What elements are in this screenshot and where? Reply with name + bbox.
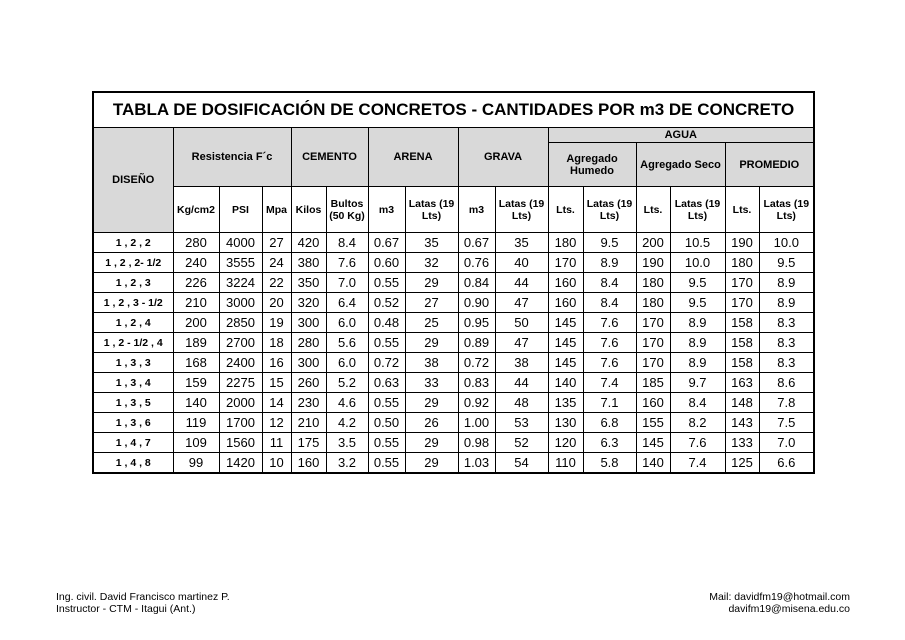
table-cell: 29 bbox=[405, 393, 458, 413]
table-cell: 20 bbox=[262, 293, 291, 313]
table-cell: 0.72 bbox=[458, 353, 495, 373]
table-cell: 44 bbox=[495, 273, 548, 293]
table-cell: 158 bbox=[725, 333, 759, 353]
table-cell: 9.5 bbox=[583, 233, 636, 253]
table-cell: 8.2 bbox=[670, 413, 725, 433]
design-cell: 1 , 2 - 1/2 , 4 bbox=[93, 333, 173, 353]
table-cell: 260 bbox=[291, 373, 326, 393]
unit-header-cell: Latas (19 Lts) bbox=[583, 187, 636, 233]
table-cell: 148 bbox=[725, 393, 759, 413]
table-cell: 1.00 bbox=[458, 413, 495, 433]
design-cell: 1 , 2 , 2 bbox=[93, 233, 173, 253]
table-cell: 143 bbox=[725, 413, 759, 433]
table-cell: 25 bbox=[405, 313, 458, 333]
design-cell: 1 , 2 , 4 bbox=[93, 313, 173, 333]
design-cell: 1 , 3 , 5 bbox=[93, 393, 173, 413]
table-cell: 170 bbox=[636, 353, 670, 373]
table-cell: 180 bbox=[725, 253, 759, 273]
table-row bbox=[93, 393, 814, 413]
table-cell: 2850 bbox=[219, 313, 262, 333]
table-cell: 2275 bbox=[219, 373, 262, 393]
table-cell: 8.4 bbox=[583, 273, 636, 293]
dosage-table bbox=[92, 91, 815, 474]
unit-header-cell: m3 bbox=[458, 187, 495, 233]
contact-mail: Mail: davidfm19@hotmail.com bbox=[709, 591, 850, 603]
table-cell: 7.6 bbox=[326, 253, 368, 273]
table-cell: 0.89 bbox=[458, 333, 495, 353]
table-cell: 0.55 bbox=[368, 333, 405, 353]
table-cell: 350 bbox=[291, 273, 326, 293]
table-cell: 110 bbox=[548, 453, 583, 474]
table-cell: 8.9 bbox=[670, 333, 725, 353]
table-cell: 190 bbox=[725, 233, 759, 253]
unit-header-cell: Mpa bbox=[262, 187, 291, 233]
table-cell: 0.72 bbox=[368, 353, 405, 373]
table-row bbox=[93, 313, 814, 333]
table-cell: 7.1 bbox=[583, 393, 636, 413]
table-cell: 24 bbox=[262, 253, 291, 273]
table-row bbox=[93, 233, 814, 253]
unit-header-cell: Kilos bbox=[291, 187, 326, 233]
table-cell: 1700 bbox=[219, 413, 262, 433]
table-cell: 8.3 bbox=[759, 353, 814, 373]
table-cell: 6.0 bbox=[326, 313, 368, 333]
table-cell: 47 bbox=[495, 293, 548, 313]
table-cell: 180 bbox=[636, 293, 670, 313]
table-cell: 300 bbox=[291, 353, 326, 373]
table-cell: 120 bbox=[548, 433, 583, 453]
table-cell: 53 bbox=[495, 413, 548, 433]
table-cell: 3224 bbox=[219, 273, 262, 293]
design-cell: 1 , 3 , 3 bbox=[93, 353, 173, 373]
table-cell: 29 bbox=[405, 333, 458, 353]
table-cell: 6.4 bbox=[326, 293, 368, 313]
header-grava: GRAVA bbox=[458, 128, 548, 187]
table-cell: 8.4 bbox=[583, 293, 636, 313]
table-cell: 0.67 bbox=[368, 233, 405, 253]
table-cell: 0.84 bbox=[458, 273, 495, 293]
table-row bbox=[93, 373, 814, 393]
table-cell: 9.5 bbox=[670, 293, 725, 313]
table-cell: 0.55 bbox=[368, 273, 405, 293]
table-cell: 380 bbox=[291, 253, 326, 273]
table-cell: 1420 bbox=[219, 453, 262, 474]
table-cell: 47 bbox=[495, 333, 548, 353]
unit-header-row bbox=[93, 187, 814, 233]
table-cell: 11 bbox=[262, 433, 291, 453]
table-cell: 6.0 bbox=[326, 353, 368, 373]
table-cell: 4.2 bbox=[326, 413, 368, 433]
table-cell: 159 bbox=[173, 373, 219, 393]
table-cell: 119 bbox=[173, 413, 219, 433]
table-cell: 145 bbox=[636, 433, 670, 453]
table-cell: 170 bbox=[725, 273, 759, 293]
table-cell: 6.3 bbox=[583, 433, 636, 453]
table-row bbox=[93, 433, 814, 453]
table-row bbox=[93, 353, 814, 373]
table-cell: 200 bbox=[173, 313, 219, 333]
table-cell: 155 bbox=[636, 413, 670, 433]
table-cell: 170 bbox=[636, 313, 670, 333]
table-cell: 140 bbox=[636, 453, 670, 474]
table-cell: 300 bbox=[291, 313, 326, 333]
table-cell: 135 bbox=[548, 393, 583, 413]
table-cell: 3.2 bbox=[326, 453, 368, 474]
design-cell: 1 , 2 , 3 - 1/2 bbox=[93, 293, 173, 313]
table-cell: 12 bbox=[262, 413, 291, 433]
table-cell: 26 bbox=[405, 413, 458, 433]
table-cell: 0.48 bbox=[368, 313, 405, 333]
table-cell: 14 bbox=[262, 393, 291, 413]
header-resistencia: Resistencia F´c bbox=[173, 128, 291, 187]
table-cell: 210 bbox=[291, 413, 326, 433]
table-cell: 0.98 bbox=[458, 433, 495, 453]
table-cell: 35 bbox=[495, 233, 548, 253]
table-cell: 5.6 bbox=[326, 333, 368, 353]
table-cell: 0.76 bbox=[458, 253, 495, 273]
table-cell: 0.83 bbox=[458, 373, 495, 393]
design-cell: 1 , 4 , 8 bbox=[93, 453, 173, 474]
unit-header-cell: Lts. bbox=[725, 187, 759, 233]
author-info bbox=[56, 591, 230, 615]
table-cell: 8.3 bbox=[759, 333, 814, 353]
unit-header-cell: Latas (19 Lts) bbox=[495, 187, 548, 233]
design-cell: 1 , 2 , 2- 1/2 bbox=[93, 253, 173, 273]
table-cell: 10.5 bbox=[670, 233, 725, 253]
unit-header-cell: PSI bbox=[219, 187, 262, 233]
table-cell: 2400 bbox=[219, 353, 262, 373]
table-cell: 190 bbox=[636, 253, 670, 273]
table-cell: 99 bbox=[173, 453, 219, 474]
table-cell: 3.5 bbox=[326, 433, 368, 453]
table-cell: 160 bbox=[291, 453, 326, 474]
table-cell: 8.3 bbox=[759, 313, 814, 333]
table-row bbox=[93, 413, 814, 433]
table-cell: 125 bbox=[725, 453, 759, 474]
table-title: TABLA DE DOSIFICACIÓN DE CONCRETOS - CANTIDADES POR m3 DE CONCRETO bbox=[93, 92, 814, 128]
contact-mail-alt: davifm19@misena.edu.co bbox=[728, 603, 850, 615]
table-cell: 0.55 bbox=[368, 453, 405, 474]
table-cell: 7.0 bbox=[759, 433, 814, 453]
header-cemento: CEMENTO bbox=[291, 128, 368, 187]
table-cell: 0.67 bbox=[458, 233, 495, 253]
table-cell: 7.4 bbox=[583, 373, 636, 393]
unit-header-cell: Lts. bbox=[548, 187, 583, 233]
table-cell: 140 bbox=[173, 393, 219, 413]
table-cell: 145 bbox=[548, 333, 583, 353]
table-row bbox=[93, 273, 814, 293]
table-cell: 1.03 bbox=[458, 453, 495, 474]
table-cell: 280 bbox=[291, 333, 326, 353]
table-cell: 48 bbox=[495, 393, 548, 413]
table-cell: 22 bbox=[262, 273, 291, 293]
table-cell: 7.4 bbox=[670, 453, 725, 474]
table-cell: 27 bbox=[262, 233, 291, 253]
design-cell: 1 , 2 , 3 bbox=[93, 273, 173, 293]
table-cell: 4.6 bbox=[326, 393, 368, 413]
table-cell: 5.8 bbox=[583, 453, 636, 474]
table-cell: 7.8 bbox=[759, 393, 814, 413]
author-role: Instructor - CTM - Itagui (Ant.) bbox=[56, 603, 196, 615]
table-cell: 29 bbox=[405, 433, 458, 453]
table-cell: 8.9 bbox=[583, 253, 636, 273]
table-body bbox=[93, 233, 814, 474]
header-agregado-seco: Agregado Seco bbox=[636, 143, 725, 187]
table-cell: 0.60 bbox=[368, 253, 405, 273]
design-cell: 1 , 3 , 4 bbox=[93, 373, 173, 393]
unit-header-cell: Latas (19 Lts) bbox=[670, 187, 725, 233]
unit-header-cell: m3 bbox=[368, 187, 405, 233]
table-cell: 33 bbox=[405, 373, 458, 393]
unit-header-cell: Latas (19 Lts) bbox=[759, 187, 814, 233]
table-cell: 0.50 bbox=[368, 413, 405, 433]
table-cell: 0.63 bbox=[368, 373, 405, 393]
author-name: Ing. civil. David Francisco martinez P. bbox=[56, 591, 230, 603]
unit-header-cell: Bultos (50 Kg) bbox=[326, 187, 368, 233]
table-cell: 160 bbox=[636, 393, 670, 413]
table-cell: 6.8 bbox=[583, 413, 636, 433]
table-cell: 7.6 bbox=[583, 353, 636, 373]
table-cell: 18 bbox=[262, 333, 291, 353]
table-cell: 230 bbox=[291, 393, 326, 413]
design-cell: 1 , 4 , 7 bbox=[93, 433, 173, 453]
table-cell: 10 bbox=[262, 453, 291, 474]
table-cell: 40 bbox=[495, 253, 548, 273]
table-cell: 420 bbox=[291, 233, 326, 253]
table-row bbox=[93, 253, 814, 273]
table-cell: 3555 bbox=[219, 253, 262, 273]
table-cell: 180 bbox=[548, 233, 583, 253]
table-cell: 38 bbox=[495, 353, 548, 373]
header-agua: AGUA bbox=[548, 128, 814, 143]
table-cell: 320 bbox=[291, 293, 326, 313]
table-row bbox=[93, 453, 814, 474]
unit-header-cell: Lts. bbox=[636, 187, 670, 233]
table-cell: 8.9 bbox=[670, 353, 725, 373]
table-cell: 8.9 bbox=[759, 293, 814, 313]
table-cell: 0.55 bbox=[368, 433, 405, 453]
table-cell: 160 bbox=[548, 293, 583, 313]
table-cell: 19 bbox=[262, 313, 291, 333]
table-cell: 29 bbox=[405, 273, 458, 293]
design-cell: 1 , 3 , 6 bbox=[93, 413, 173, 433]
unit-header-cell: Latas (19 Lts) bbox=[405, 187, 458, 233]
header-diseno: DISEÑO bbox=[93, 128, 173, 233]
table-cell: 0.95 bbox=[458, 313, 495, 333]
table-cell: 44 bbox=[495, 373, 548, 393]
table-cell: 1560 bbox=[219, 433, 262, 453]
table-cell: 8.4 bbox=[670, 393, 725, 413]
table-cell: 170 bbox=[548, 253, 583, 273]
table-cell: 52 bbox=[495, 433, 548, 453]
table-cell: 175 bbox=[291, 433, 326, 453]
table-cell: 170 bbox=[636, 333, 670, 353]
table-cell: 9.5 bbox=[759, 253, 814, 273]
table-cell: 10.0 bbox=[670, 253, 725, 273]
table-row bbox=[93, 333, 814, 353]
unit-header-cell: Kg/cm2 bbox=[173, 187, 219, 233]
table-cell: 0.90 bbox=[458, 293, 495, 313]
table-cell: 0.52 bbox=[368, 293, 405, 313]
table-cell: 16 bbox=[262, 353, 291, 373]
table-cell: 50 bbox=[495, 313, 548, 333]
table-cell: 210 bbox=[173, 293, 219, 313]
table-cell: 27 bbox=[405, 293, 458, 313]
table-cell: 140 bbox=[548, 373, 583, 393]
table-cell: 0.55 bbox=[368, 393, 405, 413]
contact-info bbox=[709, 591, 850, 615]
table-cell: 240 bbox=[173, 253, 219, 273]
table-cell: 280 bbox=[173, 233, 219, 253]
table-cell: 9.7 bbox=[670, 373, 725, 393]
table-cell: 158 bbox=[725, 353, 759, 373]
table-cell: 109 bbox=[173, 433, 219, 453]
table-cell: 160 bbox=[548, 273, 583, 293]
header-arena: ARENA bbox=[368, 128, 458, 187]
table-cell: 4000 bbox=[219, 233, 262, 253]
table-cell: 145 bbox=[548, 353, 583, 373]
table-cell: 54 bbox=[495, 453, 548, 474]
table-cell: 8.4 bbox=[326, 233, 368, 253]
table-cell: 6.6 bbox=[759, 453, 814, 474]
table-cell: 7.6 bbox=[670, 433, 725, 453]
table-cell: 38 bbox=[405, 353, 458, 373]
table-cell: 5.2 bbox=[326, 373, 368, 393]
table-cell: 8.6 bbox=[759, 373, 814, 393]
table-cell: 168 bbox=[173, 353, 219, 373]
table-cell: 130 bbox=[548, 413, 583, 433]
table-cell: 29 bbox=[405, 453, 458, 474]
table-cell: 10.0 bbox=[759, 233, 814, 253]
header-promedio: PROMEDIO bbox=[725, 143, 814, 187]
table-cell: 200 bbox=[636, 233, 670, 253]
table-cell: 0.92 bbox=[458, 393, 495, 413]
table-cell: 9.5 bbox=[670, 273, 725, 293]
table-cell: 185 bbox=[636, 373, 670, 393]
table-cell: 32 bbox=[405, 253, 458, 273]
table-cell: 15 bbox=[262, 373, 291, 393]
header-agregado-humedo: Agregado Humedo bbox=[548, 143, 636, 187]
table-cell: 180 bbox=[636, 273, 670, 293]
table-cell: 35 bbox=[405, 233, 458, 253]
table-cell: 170 bbox=[725, 293, 759, 313]
table-cell: 8.9 bbox=[670, 313, 725, 333]
table-row bbox=[93, 293, 814, 313]
table-cell: 7.0 bbox=[326, 273, 368, 293]
table-cell: 189 bbox=[173, 333, 219, 353]
table-cell: 3000 bbox=[219, 293, 262, 313]
table-cell: 163 bbox=[725, 373, 759, 393]
table-cell: 226 bbox=[173, 273, 219, 293]
table-cell: 133 bbox=[725, 433, 759, 453]
table-cell: 8.9 bbox=[759, 273, 814, 293]
table-cell: 2000 bbox=[219, 393, 262, 413]
table-cell: 158 bbox=[725, 313, 759, 333]
table-cell: 2700 bbox=[219, 333, 262, 353]
table-cell: 7.6 bbox=[583, 313, 636, 333]
table-cell: 7.6 bbox=[583, 333, 636, 353]
table-cell: 7.5 bbox=[759, 413, 814, 433]
table-cell: 145 bbox=[548, 313, 583, 333]
